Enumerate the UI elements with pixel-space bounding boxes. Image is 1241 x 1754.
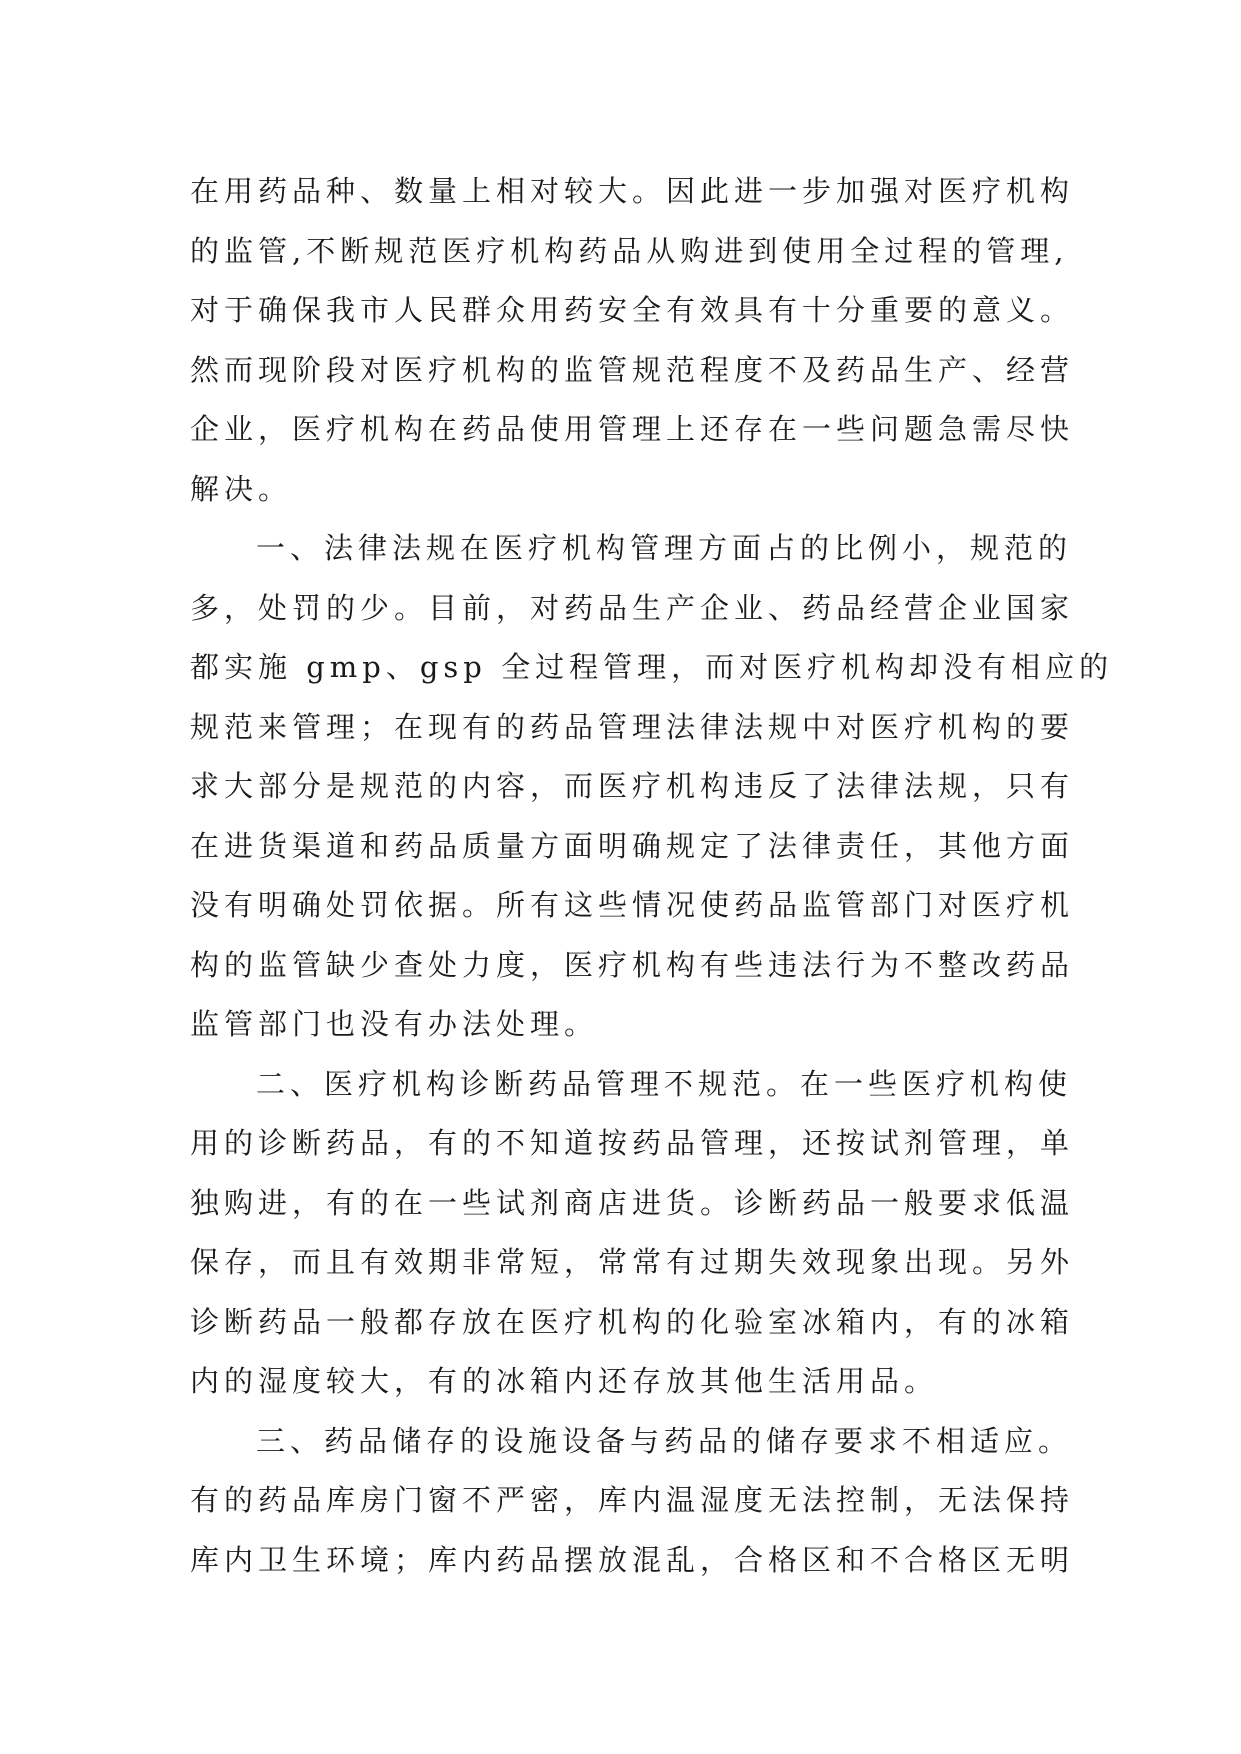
text-line: 在进货渠道和药品质量方面明确规定了法律责任，其他方面 bbox=[190, 828, 1075, 863]
text-line: 都实施 gmp、gsp 全过程管理，而对医疗机构却没有相应的 bbox=[190, 650, 1114, 684]
paragraph-first-line: 三、药品储存的设施设备与药品的储存要求不相适应。 bbox=[256, 1423, 1073, 1458]
text-line: 规范来管理；在现有的药品管理法律法规中对医疗机构的要 bbox=[190, 709, 1075, 744]
text-line: 然而现阶段对医疗机构的监管规范程度不及药品生产、经营 bbox=[190, 352, 1075, 387]
text-line: 库内卫生环境；库内药品摆放混乱，合格区和不合格区无明 bbox=[190, 1542, 1075, 1577]
text-line: 构的监管缺少查处力度，医疗机构有些违法行为不整改药品 bbox=[190, 947, 1075, 982]
paragraph-first-line: 一、法律法规在医疗机构管理方面占的比例小，规范的 bbox=[256, 531, 1073, 565]
text-line: 内的湿度较大，有的冰箱内还存放其他生活用品。 bbox=[190, 1364, 939, 1398]
text-line: 没有明确处罚依据。所有这些情况使药品监管部门对医疗机 bbox=[190, 888, 1075, 922]
paragraph-first-line: 二、医疗机构诊断药品管理不规范。在一些医疗机构使 bbox=[256, 1066, 1073, 1101]
text-line: 监管部门也没有办法处理。 bbox=[190, 1007, 599, 1041]
text-line: 保存，而且有效期非常短，常常有过期失效现象出现。另外 bbox=[190, 1245, 1075, 1279]
text-line: 有的药品库房门窗不严密，库内温湿度无法控制，无法保持 bbox=[190, 1483, 1075, 1517]
text-line: 多，处罚的少。目前，对药品生产企业、药品经营企业国家 bbox=[190, 590, 1075, 625]
document-body bbox=[190, 162, 1114, 1590]
text-line: 解决。 bbox=[190, 471, 293, 506]
text-line: 在用药品种、数量上相对较大。因此进一步加强对医疗机构 bbox=[190, 174, 1075, 208]
text-line: 的监管,不断规范医疗机构药品从购进到使用全过程的管理, bbox=[190, 233, 1069, 268]
text-line: 对于确保我市人民群众用药安全有效具有十分重要的意义。 bbox=[190, 293, 1075, 327]
text-line: 企业，医疗机构在药品使用管理上还存在一些问题急需尽快 bbox=[190, 412, 1075, 446]
text-line: 独购进，有的在一些试剂商店进货。诊断药品一般要求低温 bbox=[190, 1185, 1075, 1220]
text-line: 用的诊断药品，有的不知道按药品管理，还按试剂管理，单 bbox=[190, 1126, 1075, 1160]
text-line: 求大部分是规范的内容，而医疗机构违反了法律法规，只有 bbox=[190, 769, 1075, 803]
text-line: 诊断药品一般都存放在医疗机构的化验室冰箱内，有的冰箱 bbox=[190, 1304, 1075, 1339]
